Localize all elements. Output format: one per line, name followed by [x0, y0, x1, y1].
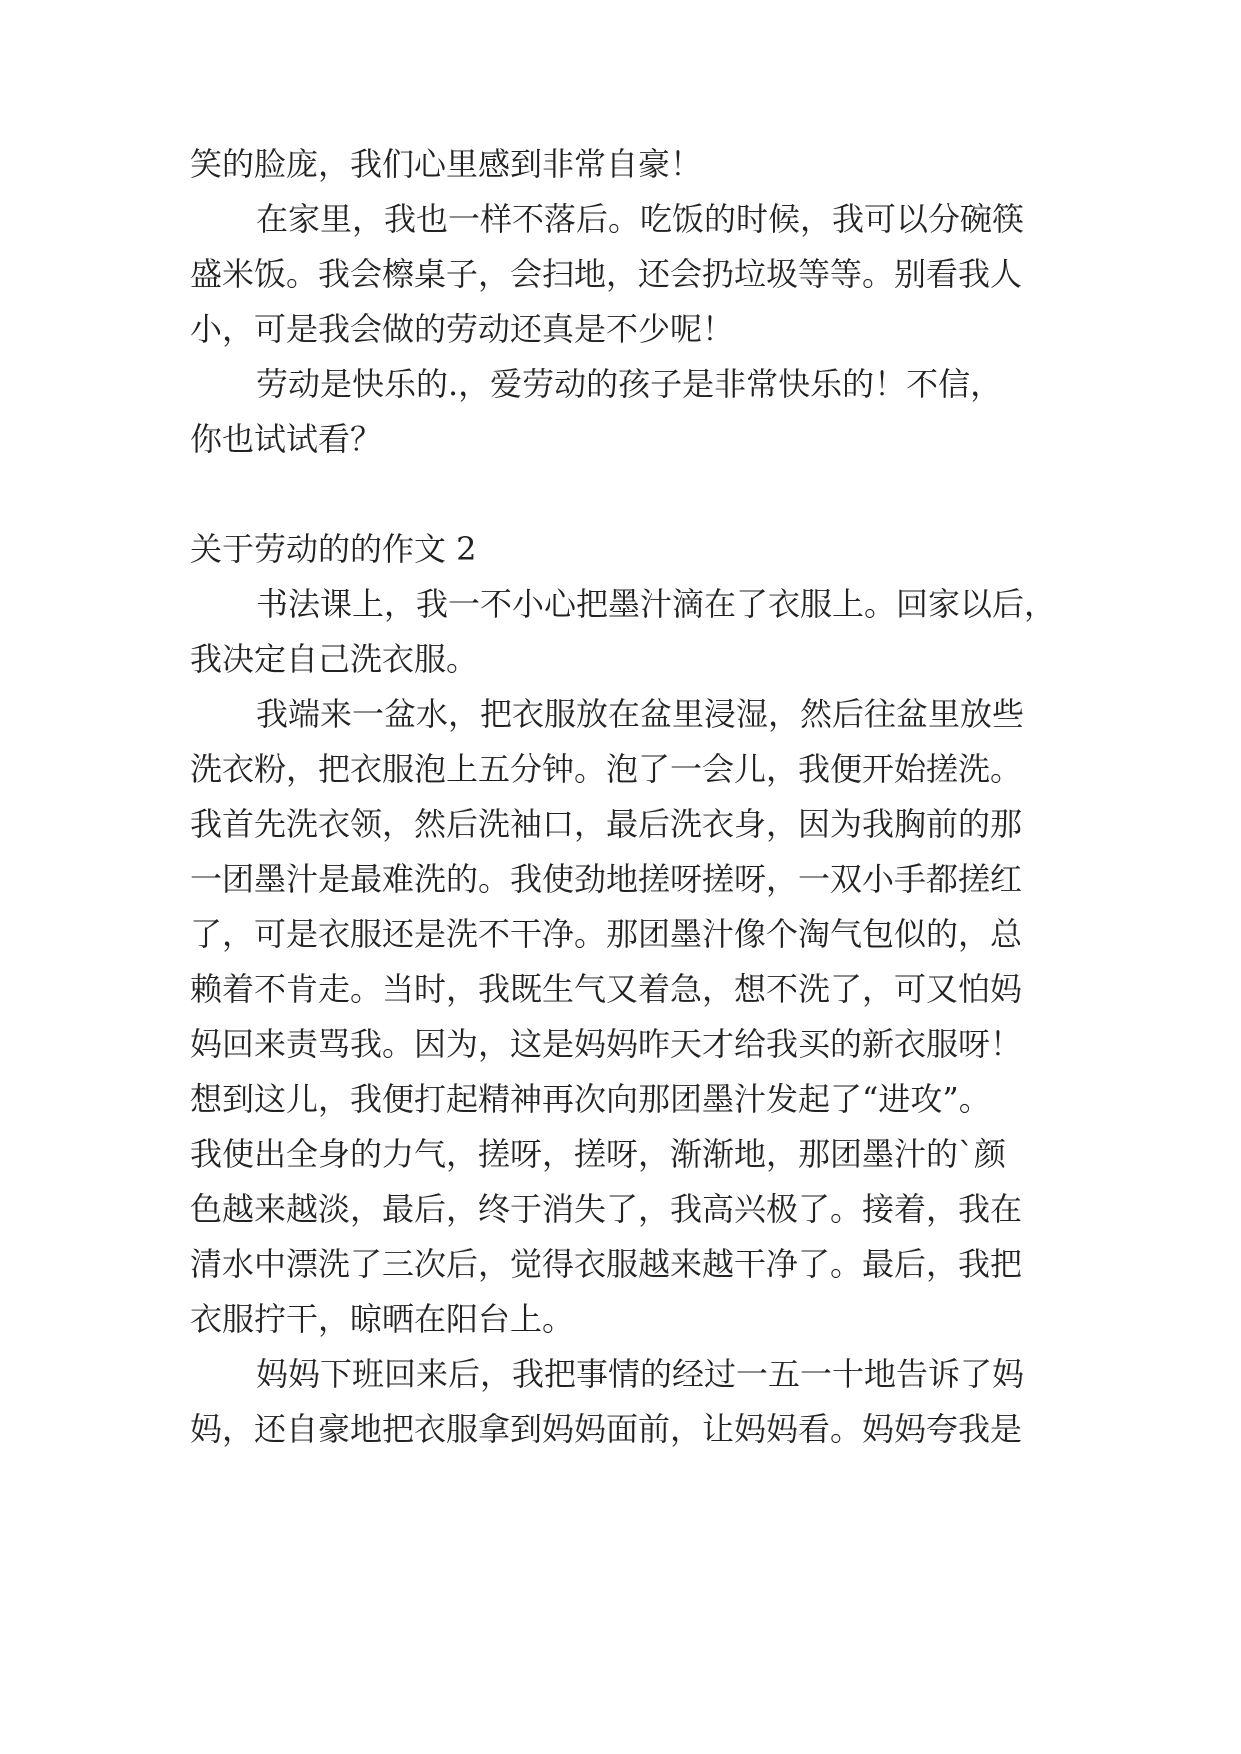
text-line: 了，可是衣服还是洗不干净。那团墨汁像个淘气包似的，总: [190, 915, 1023, 953]
text-line: 劳动是快乐的.，爱劳动的孩子是非常快乐的！不信，: [256, 365, 1003, 403]
text-line: 清水中漂洗了三次后，觉得衣服越来越干净了。最后，我把: [190, 1245, 1023, 1283]
text-line: 一团墨汁是最难洗的。我使劲地搓呀搓呀，一双小手都搓红: [190, 860, 1023, 898]
text-line: 你也试试看？: [190, 420, 383, 458]
text-line: 衣服拧干，晾晒在阳台上。: [190, 1300, 575, 1338]
text-line: 赖着不肯走。当时，我既生气又着急，想不洗了，可又怕妈: [190, 970, 1023, 1008]
text-line: 在家里，我也一样不落后。吃饭的时候，我可以分碗筷: [256, 200, 1025, 238]
text-line: 笑的脸庞，我们心里感到非常自豪！: [190, 145, 703, 183]
text-line: 妈妈下班回来后，我把事情的经过一五一十地告诉了妈: [256, 1355, 1025, 1393]
text-line: 书法课上，我一不小心把墨汁滴在了衣服上。回家以后，: [256, 585, 1057, 623]
text-line: 我决定自己洗衣服。: [190, 640, 479, 678]
text-line: 我端来一盆水，把衣服放在盆里浸湿，然后往盆里放些: [256, 695, 1025, 733]
text-line: 小，可是我会做的劳动还真是不少呢！: [190, 310, 735, 348]
text-line: 我使出全身的力气，搓呀，搓呀，渐渐地，那团墨汁的`颜: [190, 1135, 1007, 1173]
text-line: 妈回来责骂我。因为，这是妈妈昨天才给我买的新衣服呀！: [190, 1025, 1023, 1063]
text-line: 色越来越淡，最后，终于消失了，我高兴极了。接着，我在: [190, 1190, 1023, 1228]
text-line: 洗衣粉，把衣服泡上五分钟。泡了一会儿，我便开始搓洗。: [190, 750, 1023, 788]
text-line: 我首先洗衣领，然后洗袖口，最后洗衣身，因为我胸前的那: [190, 805, 1023, 843]
text-line: 盛米饭。我会檫桌子，会扫地，还会扔垃圾等等。别看我人: [190, 255, 1023, 293]
section-title: 关于劳动的的作文 2: [190, 530, 477, 568]
text-line: 妈，还自豪地把衣服拿到妈妈面前，让妈妈看。妈妈夸我是: [190, 1410, 1023, 1448]
text-line: 想到这儿，我便打起精神再次向那团墨汁发起了“进攻”。: [190, 1080, 991, 1118]
